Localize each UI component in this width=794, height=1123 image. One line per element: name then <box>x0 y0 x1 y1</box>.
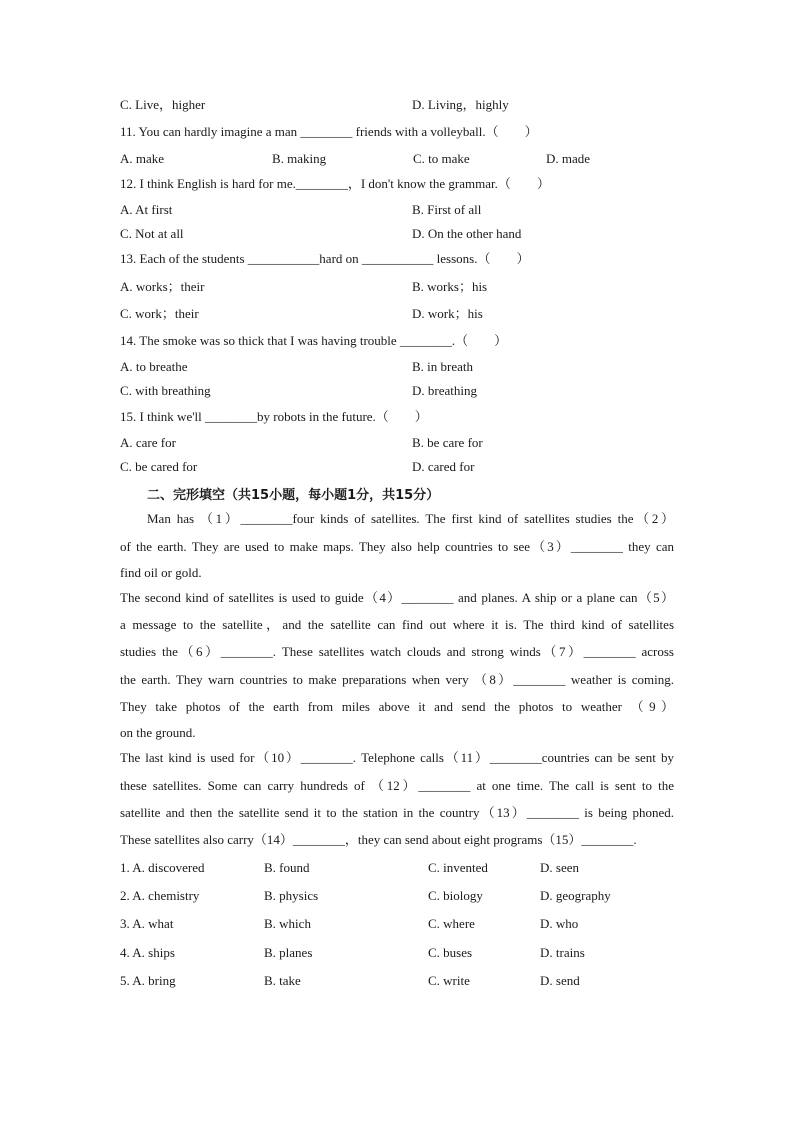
passage-line: They take photos of the earth from miles above it and send the photos to weather （9） <box>120 699 674 714</box>
passage-line: These satellites also carry（14）________，they can send about eight programs（15）________. <box>120 832 637 847</box>
cloze-1-option-d: D. seen <box>540 860 579 875</box>
q14-option-c: C. with breathing <box>120 383 211 398</box>
q13-option-b: B. works；his <box>412 279 488 294</box>
q11-stem: 11. You can hardly imagine a man ________ friends with a volleyball.（ ） <box>120 124 538 139</box>
q12-option-a: A. At first <box>120 202 173 217</box>
cloze-4-option-d: D. trains <box>540 945 585 960</box>
q12-stem: 12. I think English is hard for me.________，I don't know the grammar.（ ） <box>120 176 550 191</box>
cloze-3-option-d: D. who <box>540 916 579 931</box>
cloze-3-option-b: B. which <box>264 916 311 931</box>
cloze-4-option-a: 4. A. ships <box>120 945 175 960</box>
q13-option-c: C. work；their <box>120 306 199 321</box>
passage-line: find oil or gold. <box>120 565 202 580</box>
q15-stem: 15. I think we'll ________by robots in the future.（ ） <box>120 409 428 424</box>
cloze-5-option-c: C. write <box>428 973 470 988</box>
cloze-5-option-d: D. send <box>540 973 580 988</box>
passage-line: studies the（6）________. These satellites watch clouds and strong winds（7）________ across <box>120 644 674 659</box>
q13-option-a: A. works；their <box>120 279 205 294</box>
cloze-1-option-a: 1. A. discovered <box>120 860 205 875</box>
q15-option-b: B. be care for <box>412 435 483 450</box>
passage-line: these satellites. Some can carry hundreds of （12）________ at one time. The call is sent to the <box>120 778 674 793</box>
q11-option-b: B. making <box>272 151 327 166</box>
section-title-cloze: 二、完形填空（共15小题，每小题1分，共15分） <box>147 488 440 503</box>
q14-option-a: A. to breathe <box>120 359 188 374</box>
q15-option-a: A. care for <box>120 435 176 450</box>
cloze-2-option-d: D. geography <box>540 888 611 903</box>
cloze-2-option-a: 2. A. chemistry <box>120 888 200 903</box>
q15-option-d: D. cared for <box>412 459 475 474</box>
passage-line: of the earth. They are used to make maps. They also help countries to see（3）________ they can <box>120 539 674 554</box>
q11-option-c: C. to make <box>413 151 470 166</box>
cloze-5-option-b: B. take <box>264 973 301 988</box>
passage-line: The last kind is used for（10）________. Telephone calls（11）________countries can be sent by <box>120 750 674 765</box>
cloze-4-option-c: C. buses <box>428 945 473 960</box>
passage-line: Man has （1）________four kinds of satellites. The first kind of satellites studies the（2） <box>147 511 674 526</box>
q12-option-c: C. Not at all <box>120 226 184 241</box>
cloze-2-option-b: B. physics <box>264 888 319 903</box>
q11-option-d: D. made <box>546 151 591 166</box>
cloze-1-option-c: C. invented <box>428 860 488 875</box>
q12-option-b: B. First of all <box>412 202 482 217</box>
passage-line: The second kind of satellites is used to guide（4）________ and planes. A ship or a plane can（5） <box>120 590 674 605</box>
passage-line: a message to the satellite，and the satellite can find out where it is. The third kind of satellites <box>120 617 674 632</box>
q14-option-b: B. in breath <box>412 359 474 374</box>
cloze-3-option-a: 3. A. what <box>120 916 174 931</box>
cloze-4-option-b: B. planes <box>264 945 313 960</box>
passage-line: the earth. They warn countries to make preparations when very （8）________ weather is coming. <box>120 672 674 687</box>
q14-option-d: D. breathing <box>412 383 477 398</box>
q13-option-d: D. work；his <box>412 306 483 321</box>
passage-line: on the ground. <box>120 725 196 740</box>
cloze-5-option-a: 5. A. bring <box>120 973 176 988</box>
passage-line: satellite and then the satellite send it to the station in the country（13）________ is being phoned. <box>120 805 674 820</box>
q13-stem: 13. Each of the students ___________hard on ___________ lessons.（ ） <box>120 251 530 266</box>
cloze-1-option-b: B. found <box>264 860 310 875</box>
q10-option-c: C. Live，higher <box>120 97 206 112</box>
cloze-2-option-c: C. biology <box>428 888 483 903</box>
q15-option-c: C. be cared for <box>120 459 198 474</box>
cloze-3-option-c: C. where <box>428 916 475 931</box>
q10-option-d: D. Living，highly <box>412 97 509 112</box>
q11-option-a: A. make <box>120 151 165 166</box>
q12-option-d: D. On the other hand <box>412 226 522 241</box>
q14-stem: 14. The smoke was so thick that I was having trouble ________.（ ） <box>120 333 508 348</box>
